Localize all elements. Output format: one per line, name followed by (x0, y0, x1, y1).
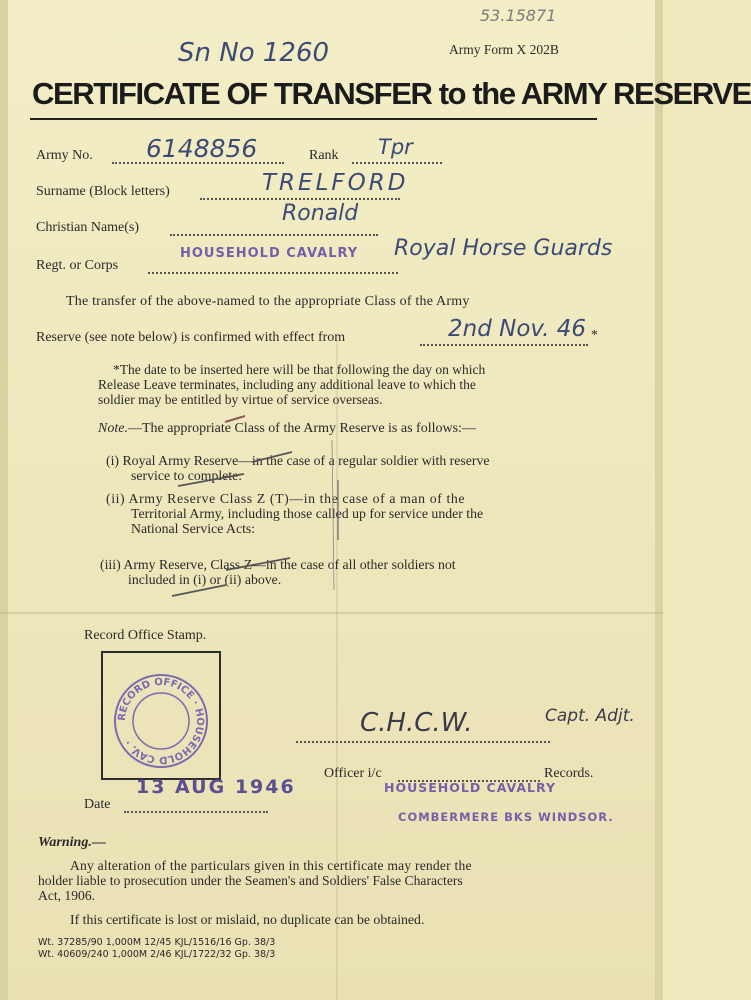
svg-text:RECORD OFFICE · HOUSEHOLD CAV. (117, 677, 205, 765)
effective-date-value: 2nd Nov. 46 (448, 316, 587, 342)
archive-reference: 53.15871 (480, 6, 557, 25)
date-label: Date (84, 797, 111, 812)
record-office-stamp-label: Record Office Stamp. (84, 628, 207, 643)
form-reference: Army Form X 202B (449, 42, 559, 57)
note-i-line-1: (i) Royal Army Reserve—in the case of a regular soldier with reserve (106, 453, 490, 468)
footnote-line-1: *The date to be inserted here will be that following the day on which (113, 362, 486, 377)
rank-label: Rank (309, 148, 339, 163)
date-asterisk: * (591, 328, 598, 343)
note-text: —The appropriate Class of the Army Reserve is as follows:— (127, 421, 476, 436)
footnote-line-2: Release Leave terminates, including any additional leave to which the (98, 377, 476, 392)
regt-value: Royal Horse Guards (394, 236, 613, 261)
serial-number: Sn No 1260 (178, 38, 330, 68)
note-iii-line-1: (iii) Army Reserve, Class Z—in the case of all other soldiers not (100, 557, 456, 572)
transfer-line-2: Reserve (see note below) is confirmed with effect from (36, 330, 346, 345)
record-office-seal (103, 653, 219, 778)
note-i-line-2: service to complete: (131, 468, 243, 483)
army-no-value: 6148856 (146, 134, 258, 163)
regt-corps-label: Regt. or Corps (36, 258, 119, 273)
regt-stamp: HOUSEHOLD CAVALRY (180, 246, 359, 261)
note-ii-line-3: National Service Acts: (131, 521, 256, 536)
surname-value: TRELFORD (262, 170, 409, 196)
officer-signature: C.H.C.W. (360, 708, 473, 738)
print-code-1: Wt. 37285/90 1,000M 12/45 KJL/1516/16 Gp. 38/3 (38, 937, 276, 948)
note-ii-line-2: Territorial Army, including those called up for service under the (131, 506, 484, 521)
officer-stamp-combermere: COMBERMERE BKS WINDSOR. (398, 810, 614, 824)
christian-name-value: Ronald (282, 201, 359, 226)
seal-text: RECORD OFFICE · HOUSEHOLD CAV. · (116, 676, 206, 766)
footnote-line-3: soldier may be entitled by virtue of service overseas. (98, 392, 383, 407)
stamp-box (101, 651, 221, 780)
note-ii-line-1: (ii) Army Reserve Class Z (T)—in the case of a man of the (106, 491, 466, 506)
date-stamp: 13 AUG 1946 (136, 776, 296, 798)
warning-heading: Warning.— (38, 835, 106, 850)
christian-name-label: Christian Name(s) (36, 220, 140, 235)
print-code-2: Wt. 40609/240 1,000M 2/46 KJL/1722/32 Gp. 38/3 (38, 949, 276, 960)
warning-line-3: Act, 1906. (38, 888, 96, 903)
records-label: Records. (544, 766, 594, 781)
transfer-line-1: The transfer of the above-named to the appropriate Class of the Army (66, 294, 470, 309)
officer-rank-signature: Capt. Adjt. (545, 706, 635, 726)
signature-line (296, 741, 550, 743)
warning-line-2: holder liable to prosecution under the Seamen's and Soldiers' False Characters (38, 873, 463, 888)
army-no-label: Army No. (36, 148, 93, 163)
officer-ic-label: Officer i/c (324, 766, 382, 781)
lost-certificate-notice: If this certificate is lost or mislaid, no duplicate can be obtained. (70, 912, 425, 927)
rank-value: Tpr (378, 135, 413, 159)
date-line (124, 811, 268, 813)
note-iii-line-2: included in (i) or (ii) above. (128, 572, 282, 587)
note-head: Note. (98, 421, 128, 436)
surname-label: Surname (Block letters) (36, 184, 170, 199)
officer-stamp-household-cavalry: HOUSEHOLD CAVALRY (384, 780, 557, 795)
page-title: CERTIFICATE OF TRANSFER to the ARMY RESERVE (32, 76, 751, 111)
warning-line-1: Any alteration of the particulars given in this certificate may render the (70, 858, 472, 873)
